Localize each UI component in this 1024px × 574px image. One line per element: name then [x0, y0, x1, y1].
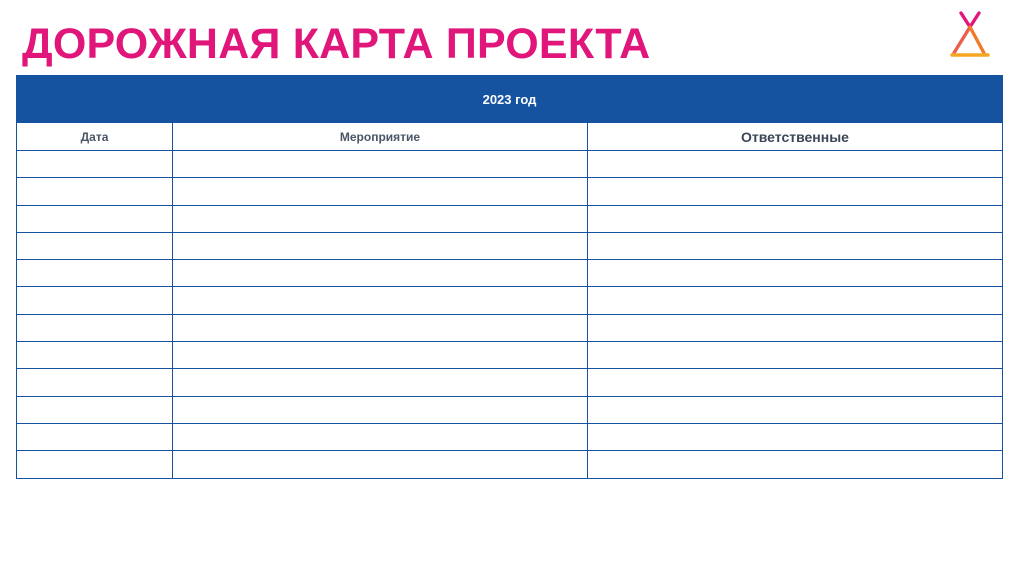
table-row [17, 151, 1003, 178]
table-row [17, 342, 1003, 369]
cell-date[interactable] [17, 260, 173, 287]
table-row [17, 423, 1003, 450]
cell-responsible[interactable] [588, 369, 1003, 396]
cell-date[interactable] [17, 232, 173, 259]
cell-event[interactable] [173, 314, 588, 341]
cell-date[interactable] [17, 205, 173, 232]
column-header-date: Дата [17, 123, 173, 151]
cell-responsible[interactable] [588, 287, 1003, 314]
table-row [17, 451, 1003, 478]
column-header-row [17, 123, 1003, 151]
column-header-event: Мероприятие [173, 123, 588, 151]
roadmap-table-container [16, 75, 1002, 479]
column-header-responsible: Ответственные [588, 123, 1003, 151]
cell-event[interactable] [173, 369, 588, 396]
cell-event[interactable] [173, 205, 588, 232]
cell-date[interactable] [17, 396, 173, 423]
table-row [17, 287, 1003, 314]
cell-date[interactable] [17, 451, 173, 478]
year-header-row [17, 76, 1003, 123]
cell-event[interactable] [173, 396, 588, 423]
table-row [17, 260, 1003, 287]
cell-event[interactable] [173, 423, 588, 450]
cell-responsible[interactable] [588, 396, 1003, 423]
table-row [17, 205, 1003, 232]
table-row [17, 314, 1003, 341]
cell-event[interactable] [173, 232, 588, 259]
cell-date[interactable] [17, 342, 173, 369]
cell-responsible[interactable] [588, 423, 1003, 450]
cell-responsible[interactable] [588, 232, 1003, 259]
year-header: 2023 год [17, 76, 1003, 123]
table-row [17, 178, 1003, 205]
cell-event[interactable] [173, 178, 588, 205]
cell-responsible[interactable] [588, 260, 1003, 287]
cell-responsible[interactable] [588, 178, 1003, 205]
cell-responsible[interactable] [588, 151, 1003, 178]
cell-event[interactable] [173, 342, 588, 369]
cell-date[interactable] [17, 151, 173, 178]
table-row [17, 396, 1003, 423]
cell-event[interactable] [173, 260, 588, 287]
table-body [17, 151, 1003, 479]
cell-date[interactable] [17, 314, 173, 341]
roadmap-table [16, 75, 1003, 479]
cell-date[interactable] [17, 287, 173, 314]
logo-mark-icon [944, 9, 996, 61]
page-title: ДОРОЖНАЯ КАРТА ПРОЕКТА [22, 20, 651, 68]
cell-date[interactable] [17, 423, 173, 450]
table-row [17, 232, 1003, 259]
table-row [17, 369, 1003, 396]
cell-responsible[interactable] [588, 205, 1003, 232]
cell-event[interactable] [173, 451, 588, 478]
cell-event[interactable] [173, 151, 588, 178]
cell-date[interactable] [17, 178, 173, 205]
cell-responsible[interactable] [588, 451, 1003, 478]
cell-date[interactable] [17, 369, 173, 396]
cell-event[interactable] [173, 287, 588, 314]
cell-responsible[interactable] [588, 314, 1003, 341]
cell-responsible[interactable] [588, 342, 1003, 369]
